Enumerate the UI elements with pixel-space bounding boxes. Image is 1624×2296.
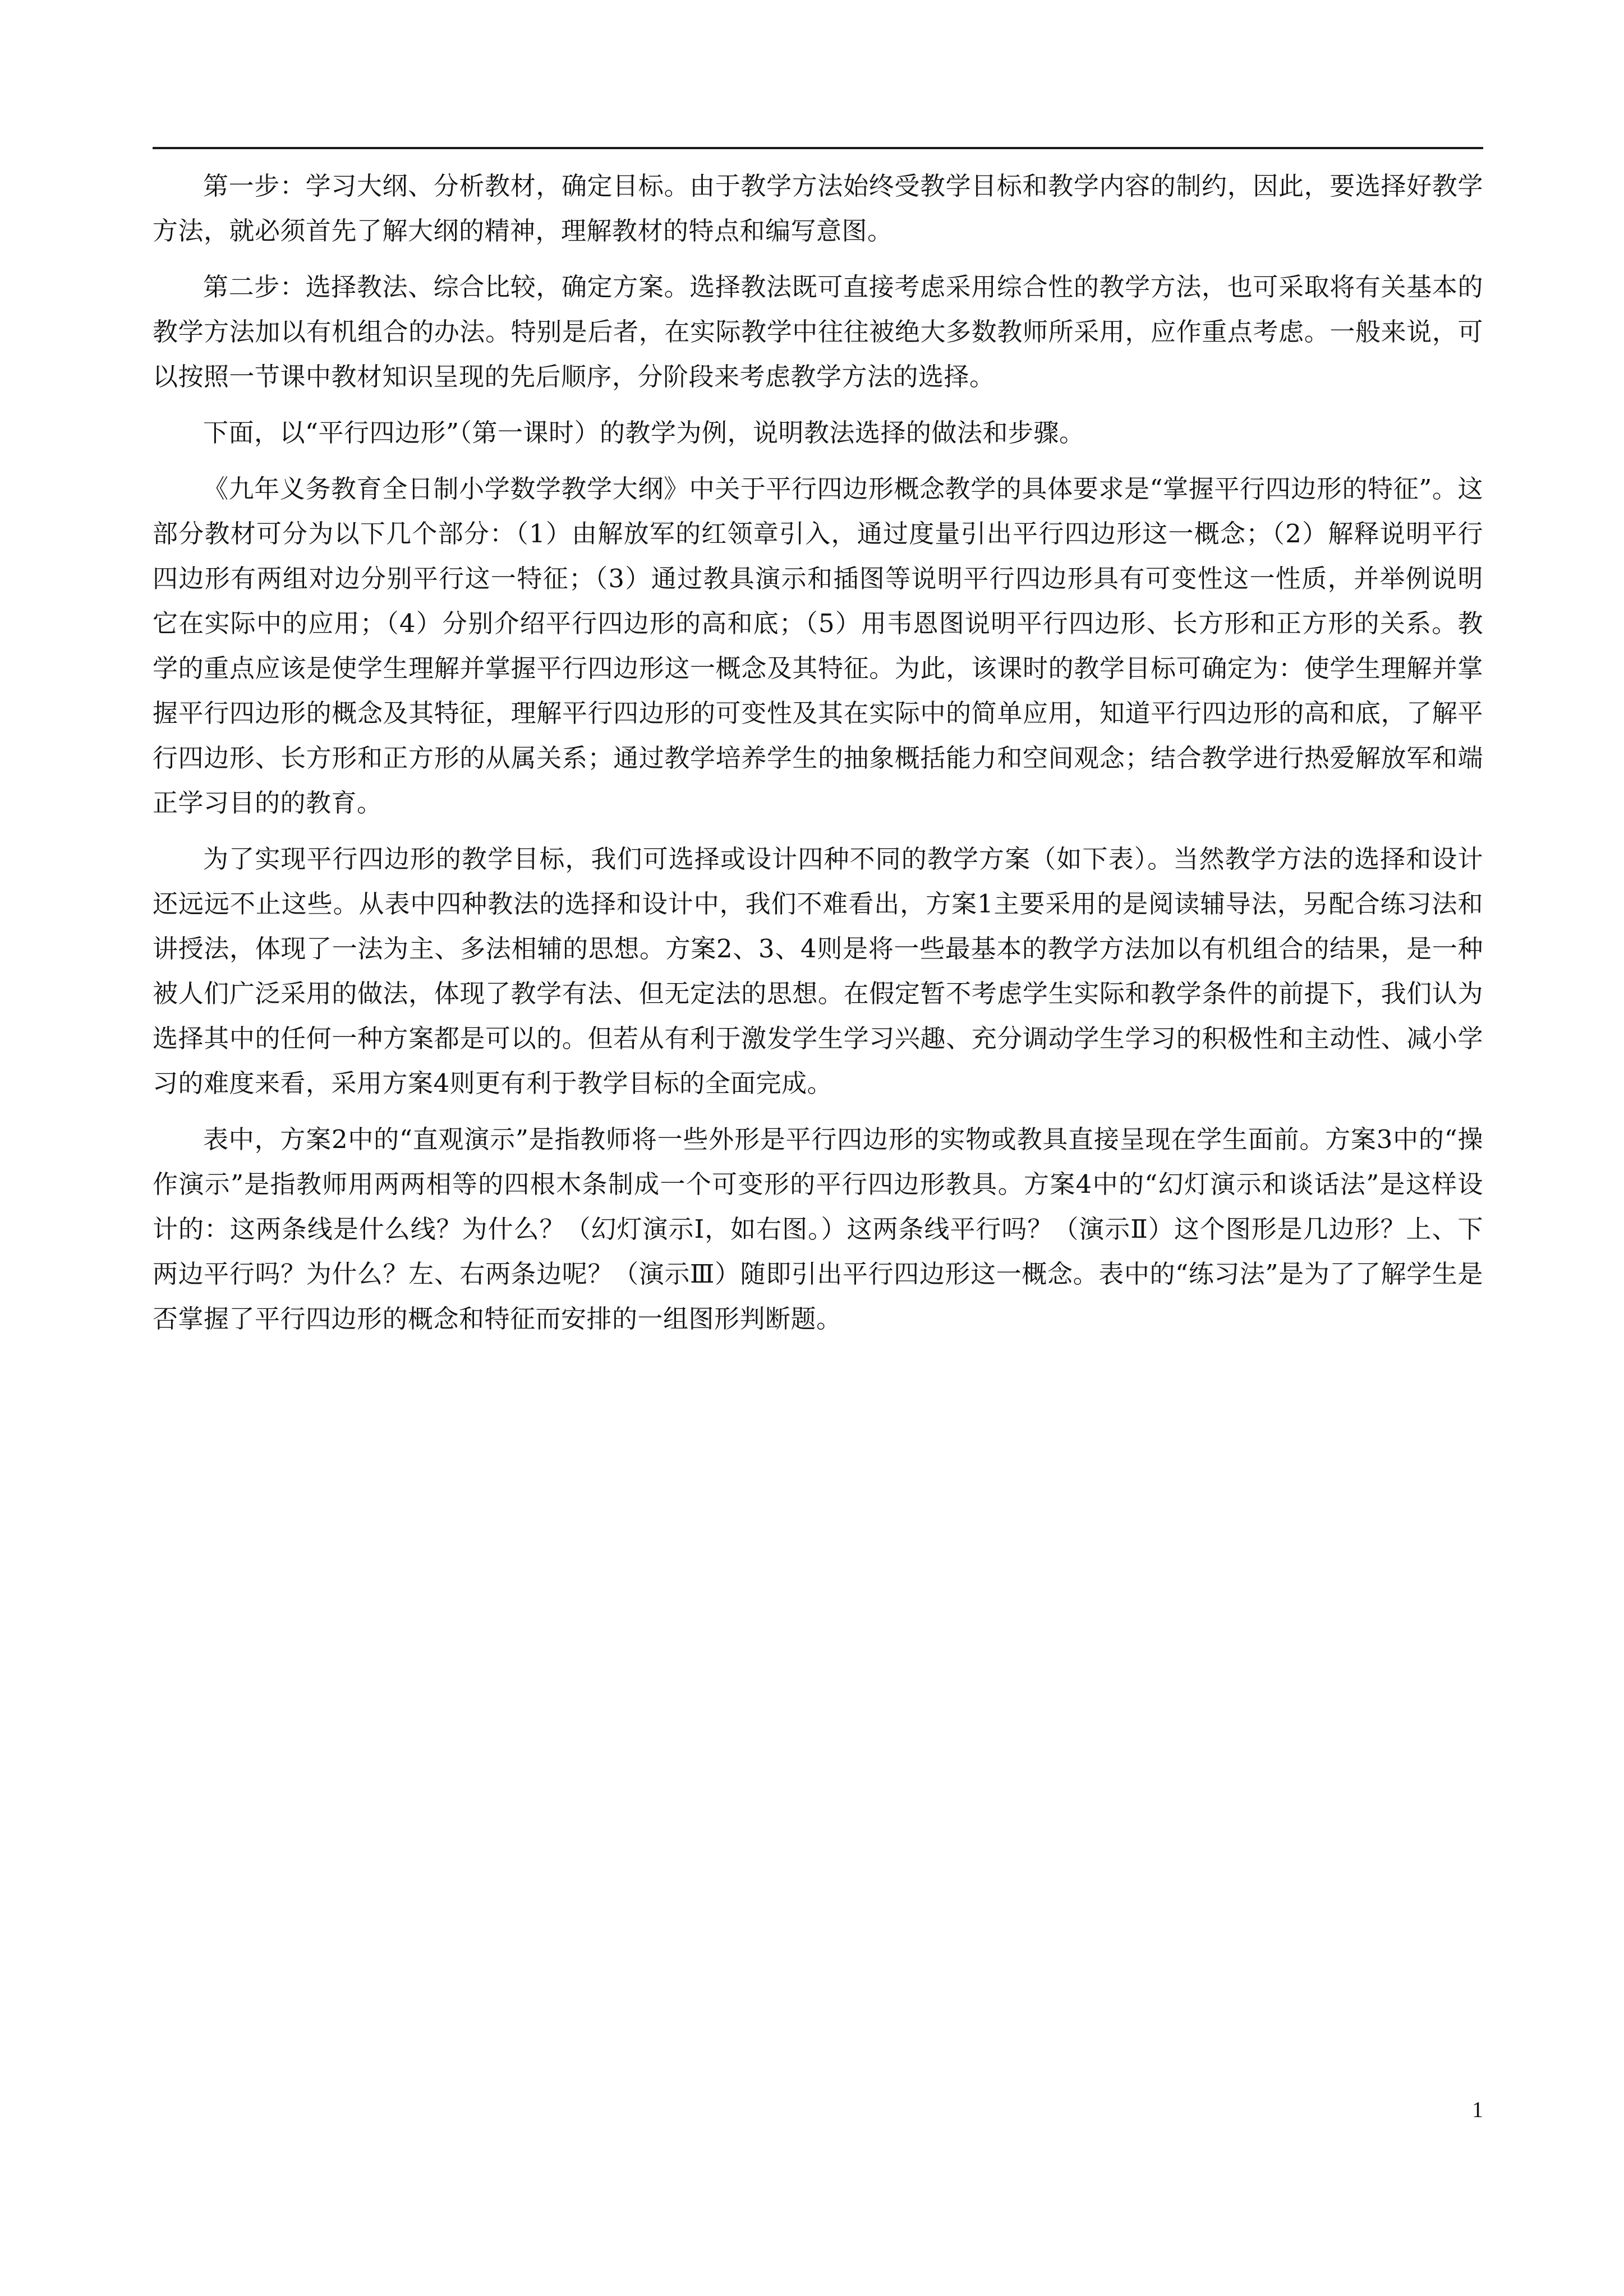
paragraph-step-two: 第二步：选择教法、综合比较，确定方案。选择教法既可直接考虑采用综合性的教学方法，也可采取将有关基本的教学方法加以有机组合的办法。特别是后者，在实际教学中往往被绝大多数教师所采用，应作重点考虑。一般来说，可以按照一节课中教材知识呈现的先后顺序，分阶段来考虑教学方法的选择。: [153, 272, 1483, 391]
paragraph-step-one: 第一步：学习大纲、分析教材，确定目标。由于教学方法始终受教学目标和教学内容的制约，因此，要选择好教学方法，就必须首先了解大纲的精神，理解教材的特点和编写意图。: [153, 171, 1483, 246]
page-number: 1: [1472, 2097, 1483, 2122]
paragraph-syllabus: 《九年义务教育全日制小学数学教学大纲》中关于平行四边形概念教学的具体要求是“掌握平行四边形的特征”。这部分教材可分为以下几个部分：（1）由解放军的红领章引入，通过度量引出平行四边形这一概念；（2）解释说明平行四边形有两组对边分别平行这一特征；（3）通过教具演示和插图等说明平行四边形具有可变性这一性质，并举例说明它在实际中的应用；（4）分别介绍平行四边形的高和底；（5）用韦恩图说明平行四边形、长方形和正方形的关系。教学的重点应该是使学生理解并掌握平行四边形这一概念及其特征。为此，该课时的教学目标可确定为：使学生理解并掌握平行四边形的概念及其特征，理解平行四边形的可变性及其在实际中的简单应用，知道平行四边形的高和底，了解平行四边形、长方形和正方形的从属关系；通过教学培养学生的抽象概括能力和空间观念；结合教学进行热爱解放军和端正学习目的的教育。: [153, 474, 1483, 818]
paragraph-teaching-plans: 为了实现平行四边形的教学目标，我们可选择或设计四种不同的教学方案（如下表）。当然教学方法的选择和设计还远远不止这些。从表中四种教法的选择和设计中，我们不难看出，方案1主要采用的是阅读辅导法，另配合练习法和讲授法，体现了一法为主、多法相辅的思想。方案2、3、4则是将一些最基本的教学方法加以有机组合的结果，是一种被人们广泛采用的做法，体现了教学有法、但无定法的思想。在假定暂不考虑学生实际和教学条件的前提下，我们认为选择其中的任何一种方案都是可以的。但若从有利于激发学生学习兴趣、充分调动学生学习的积极性和主动性、减小学习的难度来看，采用方案4则更有利于教学目标的全面完成。: [153, 844, 1483, 1098]
header-rule: [153, 147, 1483, 149]
document-body: [153, 164, 1483, 1341]
paragraph-table-notes: 表中，方案2中的“直观演示”是指教师将一些外形是平行四边形的实物或教具直接呈现在学生面前。方案3中的“操作演示”是指教师用两两相等的四根木条制成一个可变形的平行四边形教具。方案4中的“幻灯演示和谈话法”是这样设计的：这两条线是什么线？为什么？（幻灯演示Ⅰ，如右图。）这两条线平行吗？（演示Ⅱ）这个图形是几边形？上、下两边平行吗？为什么？左、右两条边呢？（演示Ⅲ）随即引出平行四边形这一概念。表中的“练习法”是为了了解学生是否掌握了平行四边形的概念和特征而安排的一组图形判断题。: [153, 1124, 1483, 1334]
paragraph-example-intro: 下面，以“平行四边形”（第一课时）的教学为例，说明教法选择的做法和步骤。: [203, 418, 1085, 448]
